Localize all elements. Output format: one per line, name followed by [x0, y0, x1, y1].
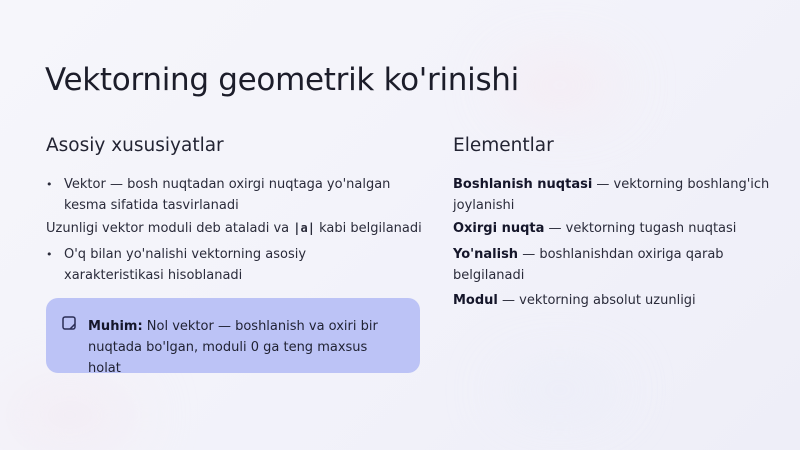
element-term: Oxirgi nuqta: [453, 221, 545, 236]
right-column-heading: Elementlar: [453, 135, 554, 156]
important-callout: [46, 298, 420, 376]
element-desc: — vektorning tugash nuqtasi: [544, 221, 737, 236]
bullet-icon: •: [46, 248, 53, 261]
callout-text: [88, 316, 398, 379]
element-desc: — boshlanishdan oxiriga qarab belgilanadi: [453, 247, 724, 283]
element-item: [453, 218, 783, 239]
callout-body: Nol vektor — boshlanish va oxiri bir nuqtada bo'lgan, moduli 0 ga teng maxsus holat: [88, 319, 378, 376]
element-desc: — vektorning boshlang'ich joylanishi: [453, 177, 770, 213]
bullet-text: Vektor — bosh nuqtadan oxirgi nuqtaga yo'nalgan kesma sifatida tasvirlanadi: [64, 177, 391, 213]
modulus-line-text: Uzunligi vektor moduli deb ataladi va: [46, 221, 294, 236]
modulus-line-text: kabi belgilanadi: [314, 221, 422, 236]
element-item: [453, 174, 783, 216]
bullet-item: [46, 174, 406, 216]
bullet-icon: •: [46, 178, 53, 191]
element-term: Modul: [453, 293, 498, 308]
bullet-text: O'q bilan yo'nalishi vektorning asosiy xarakteristikasi hisoblanadi: [64, 247, 307, 283]
element-item: [453, 290, 783, 311]
background-blob: [0, 380, 140, 450]
element-item: [453, 244, 783, 286]
element-desc: — vektorning absolut uzunligi: [497, 293, 696, 308]
slide-title: Vektorning geometrik ko'rinishi: [45, 62, 519, 98]
element-term: Boshlanish nuqtasi: [453, 177, 593, 192]
bullet-item: [46, 244, 406, 286]
note-icon: [62, 316, 76, 330]
left-column-heading: Asosiy xususiyatlar: [46, 135, 224, 156]
background-blob: [500, 370, 620, 410]
element-term: Yo'nalish: [453, 247, 519, 262]
modulus-notation: |a|: [293, 221, 315, 235]
modulus-line: [46, 218, 426, 239]
callout-label: Muhim:: [88, 319, 143, 334]
